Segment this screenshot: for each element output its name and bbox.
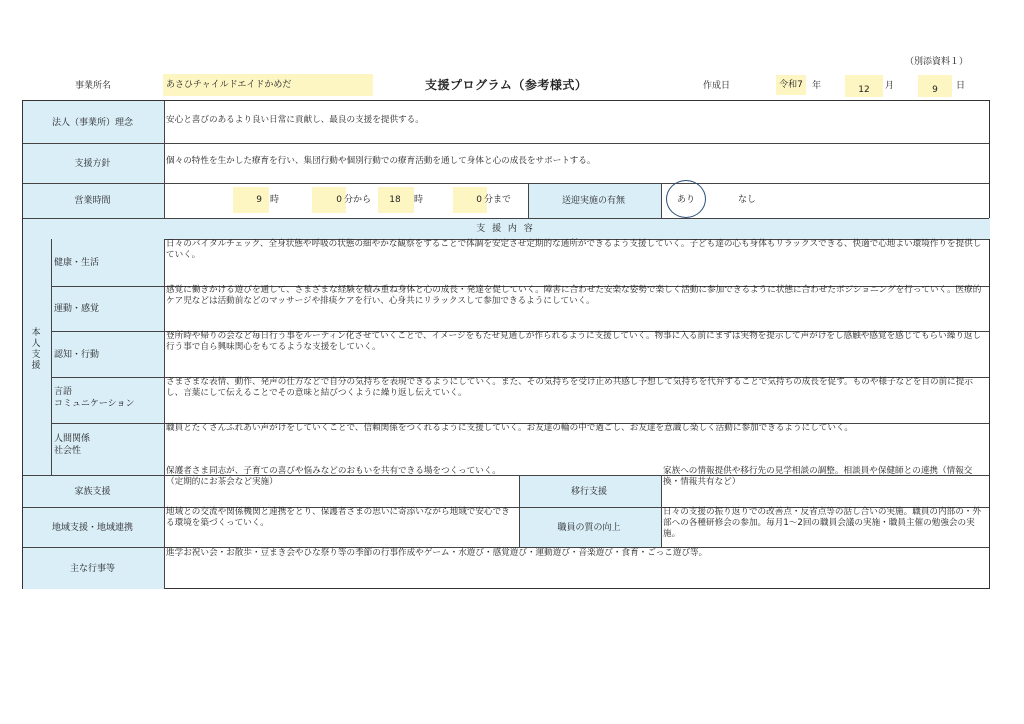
hours-label: 営業時間: [74, 196, 111, 206]
page-title: 支援プログラム（参考様式）: [425, 78, 588, 92]
language-communication-text[interactable]: さまざまな表情、動作、発声の仕方などで自分の気持ちを表現できるようにしていく。また、その気持ちを受け止め共感し予想して気持ちを代弁することで気持ちの成長を促す。ものや様子などを目の前に提示し、言葉にして伝えることでその意味と結びつくように繰り返し伝えていく。: [166, 377, 973, 398]
transition-support-text[interactable]: 家族への情報提供や移行先の見学相談の調整。相談員や保健師との連携（情報交換・情報共有など）: [663, 466, 973, 487]
end-hour-unit: 時: [414, 195, 424, 205]
philosophy-label: 法人（事業所）理念: [51, 117, 133, 128]
policy-text[interactable]: 個々の特性を生かした療育を行い、集団行動や個別行動での療育活動を通して身体と心の成長をサポートする。: [166, 156, 596, 166]
relationships-sociality-text[interactable]: 職員とたくさんふれあい声がけをしていくことで、信頼関係をつくれるように支援していく。お友達の輪の中で過ごし、お友達を意識し楽しく活動に参加できるようにしていく。: [166, 423, 853, 433]
health-life-label: 健康・生活: [54, 258, 100, 268]
transition-support-label: 移行支援: [570, 486, 607, 497]
family-support-text[interactable]: 保護者さま同志が、子育ての喜びや悩みなどのおもいを共有できる場をつくっていく。（定期的にお茶会など実施）: [166, 466, 501, 487]
office-label: 事業所名: [75, 81, 112, 91]
start-hour-unit: 時: [270, 195, 280, 205]
language-communication-label: 言語 コミュニケーション: [54, 387, 135, 409]
events-text[interactable]: 進学お祝い会・お散歩・豆まき会やひな祭り等の季節の行事作成やゲーム・水遊び・感覚遊び・運動遊び・音楽遊び・食育・ごっこ遊び等。: [166, 548, 708, 558]
staff-quality-text[interactable]: 日々の支援の振り返りでの改善点・反省点等の話し合いの実施。職員の内部の・外部への各種研修会の参加。毎月1～2回の職員会議の実施・職員主催の勉強会の実施。: [663, 507, 981, 539]
staff-quality-label: 職員の質の向上: [557, 522, 621, 533]
transport-no-option[interactable]: なし: [738, 195, 757, 205]
community-support-text[interactable]: 地域との交流や関係機関と連携をとり、保護者さまの思いに寄添いながら地域で安心できる環境を築づくっていく。: [166, 507, 510, 528]
from-unit: 分から: [344, 195, 372, 205]
month-field[interactable]: 12: [845, 75, 883, 97]
support-content-header: 支 援 内 容: [476, 224, 535, 234]
cognition-behavior-label: 認知・行動: [54, 349, 100, 360]
end-min-field[interactable]: 0: [476, 195, 482, 205]
transport-label: 送迎実施の有無: [561, 196, 625, 206]
philosophy-text[interactable]: 安心と喜びのあるより良い日常に貢献し、最良の支援を提供する。: [166, 115, 424, 125]
relationships-sociality-label: 人間関係 社会性: [54, 434, 91, 456]
personal-support-label: 本 人 支 援: [31, 328, 41, 371]
attachment-note: （別添資料１）: [905, 57, 969, 67]
transport-yes-option[interactable]: あり: [677, 195, 696, 205]
day-unit: 日: [956, 81, 966, 91]
policy-label: 支援方針: [74, 158, 111, 169]
health-life-text[interactable]: 日々のバイタルチェック、全身状態や呼吸の状態の細やかな観察をすることで体調を安定させ定期的な通所ができるよう支援していく。子ども達の心も身体もリラックスできる、快適で心地よい環境作りを提供していく。: [166, 239, 982, 260]
motor-sensory-label: 運動・感覚: [54, 304, 100, 314]
community-support-label: 地域支援・地域連携: [51, 522, 133, 533]
created-date-label: 作成日: [703, 81, 731, 91]
era-field[interactable]: 令和7: [776, 75, 806, 95]
year-unit: 年: [812, 81, 822, 91]
motor-sensory-text[interactable]: 感覚に働きかける遊びを通して、さまざまな経験を積み重ね身体と心の成長・発達を促していく。障害に合わせた安楽な姿勢で楽しく活動に参加できるように状態に合わせたポジショニングを行っていく。医療的ケア児などは活動前などのマッサージや排痰ケアを行い、心身共にリラックスして参加できるようにしていく。: [166, 285, 982, 306]
month-unit: 月: [885, 81, 895, 91]
start-hour-field[interactable]: 9: [256, 195, 262, 205]
office-name-field[interactable]: あさひチャイルドエイドかめだ: [163, 74, 373, 96]
day-field[interactable]: 9: [918, 75, 952, 97]
family-support-label: 家族支援: [74, 486, 111, 497]
cognition-behavior-text[interactable]: 登所時や帰りの会など毎日行う事をルーティン化させていくことで、イメージをもたせ見通しが作られるように支援していく。物事に入る前にまずは実物を提示して声がけをし感触や感覚を感じてもらい繰り返し行う事で自ら興味関心をもてるような支援をしていく。: [166, 331, 982, 352]
events-label: 主な行事等: [69, 563, 115, 574]
start-min-field[interactable]: 0: [336, 195, 342, 205]
until-unit: 分まで: [484, 195, 512, 205]
end-hour-field[interactable]: 18: [389, 195, 401, 205]
